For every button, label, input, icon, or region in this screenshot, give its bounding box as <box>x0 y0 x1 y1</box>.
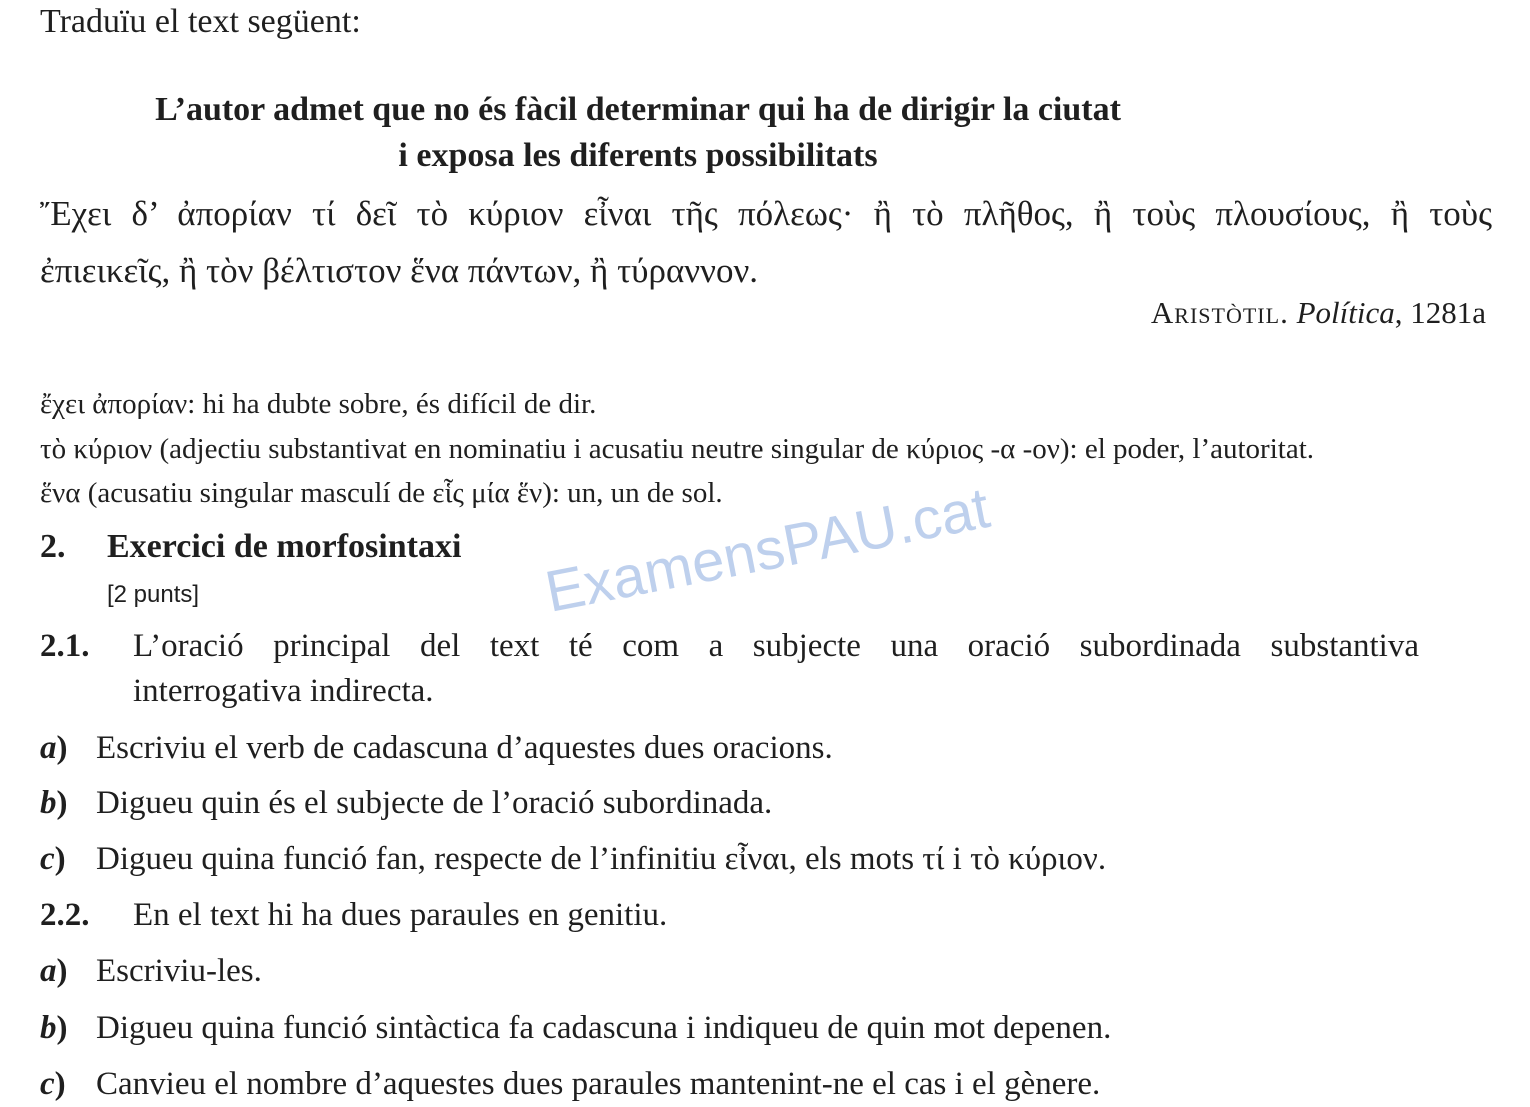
section-title: Exercici de morfosintaxi <box>107 528 462 565</box>
item-letter-c: c) <box>40 1066 66 1102</box>
item-letter-b: b) <box>40 1010 68 1046</box>
item-letter-a: a) <box>40 953 68 989</box>
item-text-b: Digueu quin és el subjecte de l’oració subordinada. <box>96 785 773 821</box>
question-text-line-2: interrogativa indirecta. <box>133 673 434 709</box>
item-text-a: Escriviu el verb de cadascuna d’aquestes dues oracions. <box>96 730 833 766</box>
source-author: Aristòtil. <box>1150 295 1289 330</box>
section-number: 2. <box>40 528 66 565</box>
vocabulary-note-3: ἕνα (acusatiu singular masculí de εἷς μία ἕν): un, un de sol. <box>40 477 723 509</box>
section-points: [2 punts] <box>107 581 200 608</box>
source-work: Política <box>1296 295 1395 330</box>
item-text-c: Canvieu el nombre d’aquestes dues paraules mantenint-ne el cas i el gènere. <box>96 1066 1101 1102</box>
item-text-a: Escriviu-les. <box>96 953 262 989</box>
vocabulary-note-1: ἔχει ἀπορίαν: hi ha dubte sobre, és difícil de dir. <box>40 388 597 420</box>
vocabulary-note-2: τὸ κύριον (adjectiu substantivat en nominatiu i acusatiu neutre singular de κύριος -α -ον): el poder, l’autoritat. <box>40 433 1315 465</box>
item-letter-b: b) <box>40 785 68 821</box>
passage-source <box>1151 290 1486 336</box>
watermark-logo: ExamensPAU.cat <box>540 475 995 625</box>
item-letter-a: a) <box>40 730 68 766</box>
question-text-line-1: En el text hi ha dues paraules en genitiu. <box>133 897 668 933</box>
question-number: 2.2. <box>40 897 90 933</box>
question-number: 2.1. <box>40 628 90 664</box>
translation-instruction: Traduïu el text següent: <box>40 3 361 40</box>
item-letter-c: c) <box>40 841 66 877</box>
greek-passage-line-2: ἐπιεικεῖς, ἢ τὸν βέλτιστον ἕνα πάντων, ἢ τύραννον. <box>40 251 759 290</box>
source-reference: , 1281a <box>1394 295 1486 330</box>
item-text-b: Digueu quina funció sintàctica fa cadascuna i indiqueu de quin mot depenen. <box>96 1010 1112 1046</box>
passage-heading-line-2: i exposa les diferents possibilitats <box>398 137 878 174</box>
question-text-line-1: L’oració principal del text té com a subjecte una oració subordinada substantiva <box>133 628 1419 664</box>
passage-heading-line-1: L’autor admet que no és fàcil determinar qui ha de dirigir la ciutat <box>155 91 1121 128</box>
greek-passage-line-1: Ἔχει δ’ ἀπορίαν τί δεῖ τὸ κύριον εἶναι τῆς πόλεως· ἢ τὸ πλῆθος, ἢ τοὺς πλουσίους, ἢ τοὺς <box>40 194 1492 233</box>
item-text-c: Digueu quina funció fan, respecte de l’infinitiu εἶναι, els mots τί i τὸ κύριον. <box>96 841 1107 877</box>
